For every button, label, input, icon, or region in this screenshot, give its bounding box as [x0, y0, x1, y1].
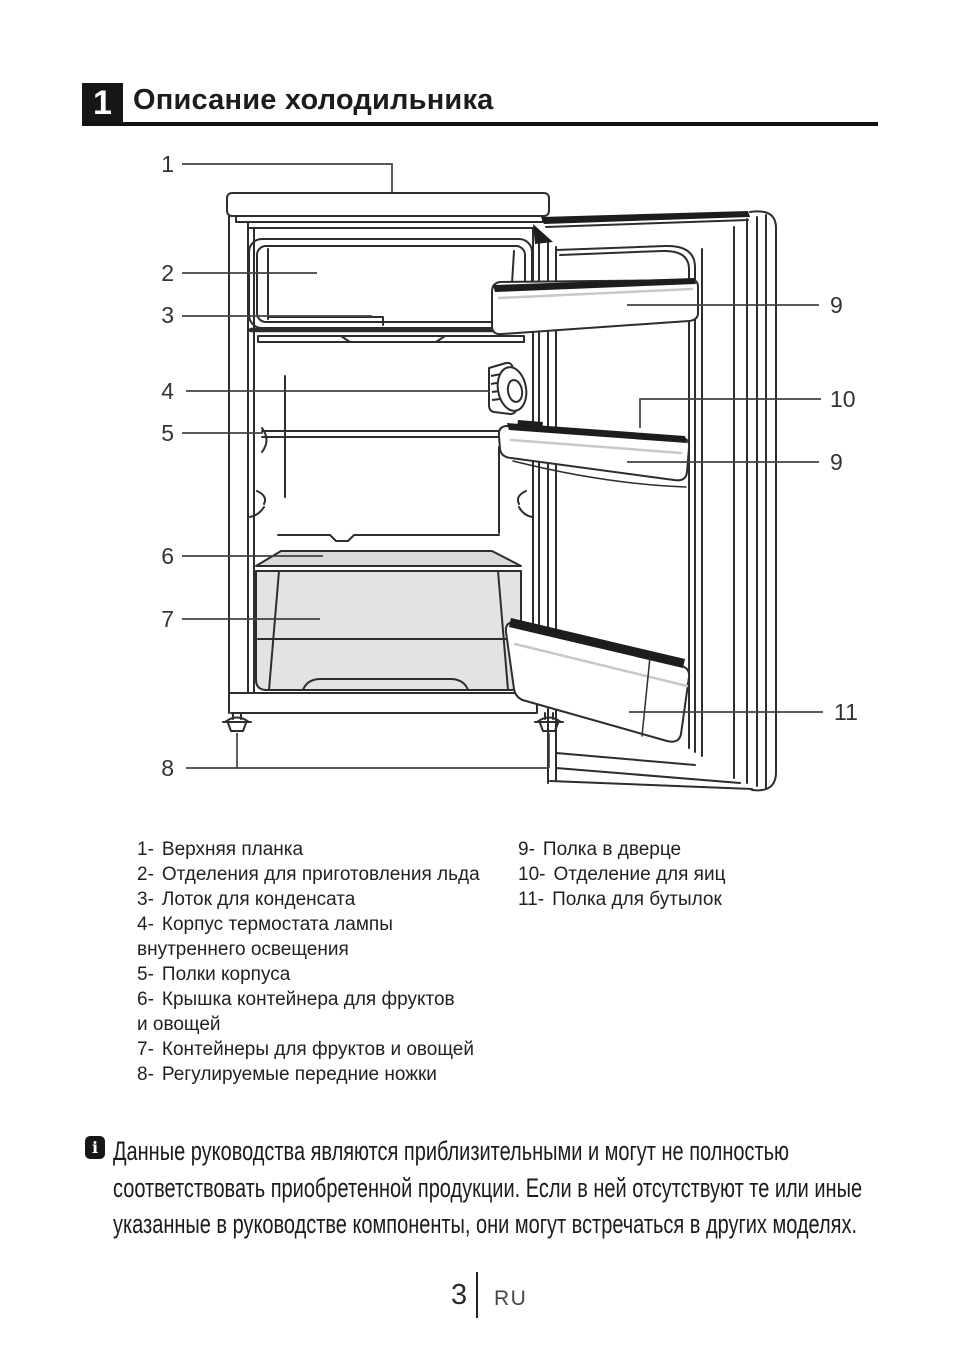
crisper-drawer: [256, 571, 521, 690]
page-title: Описание холодильника: [133, 84, 494, 116]
info-icon: i: [85, 1136, 105, 1159]
callout-label-9-top: 9: [830, 292, 843, 318]
callout-label-1: 1: [161, 151, 174, 177]
callout-label-5: 5: [161, 420, 174, 446]
legend-item: 1- Верхняя планка: [137, 839, 304, 860]
legend-item: 5- Полки корпуса: [137, 964, 291, 985]
note-line: Данные руководства являются приблизительными и могут не полностью: [113, 1136, 790, 1166]
legend-item: 8- Регулируемые передние ножки: [137, 1064, 437, 1085]
condensate-tray: [258, 336, 524, 342]
callout-label-3: 3: [161, 302, 174, 328]
title-rule: [82, 122, 878, 126]
front-foot-left: [223, 713, 251, 731]
fridge-diagram: [0, 140, 954, 820]
callout-label-9-mid: 9: [830, 449, 843, 475]
leader-line-8: [186, 733, 549, 768]
callout-label-11: 11: [834, 699, 858, 725]
callout-label-7: 7: [161, 606, 174, 632]
callout-label-2: 2: [161, 260, 174, 286]
top-plank: [227, 193, 549, 216]
callout-label-8: 8: [161, 755, 174, 781]
legend-item: 10- Отделение для яиц: [518, 864, 726, 885]
crisper-cover: [256, 551, 521, 566]
legend-item: 7- Контейнеры для фруктов и овощей: [137, 1039, 474, 1060]
legend-item: 11- Полка для бутылок: [518, 889, 722, 910]
legend-list-left: [137, 837, 480, 1087]
legend-item: 9- Полка в дверце: [518, 839, 682, 860]
thermostat: [489, 363, 530, 414]
info-note: [113, 1133, 862, 1243]
legend-item: 3- Лоток для конденсата: [137, 889, 356, 910]
bottle-shelf: [506, 618, 689, 742]
footer-divider: [476, 1272, 478, 1318]
legend-item: внутреннего освещения: [137, 939, 349, 960]
language-code: RU: [494, 1287, 528, 1310]
callout-label-10: 10: [830, 386, 856, 412]
legend-list-right: [518, 837, 725, 912]
section-number-box: [82, 83, 123, 122]
door-shelf-top: [492, 278, 698, 334]
legend-item: 6- Крышка контейнера для фруктов: [137, 989, 455, 1010]
body-shelf: [262, 431, 502, 437]
legend-item: 4- Корпус термостата лампы: [137, 914, 393, 935]
leader-line-10: [640, 399, 821, 428]
note-line: соответствовать приобретенной продукции. Если в ней отсутствуют те или иные: [113, 1172, 863, 1203]
callout-label-6: 6: [161, 543, 174, 569]
door-shelves: [492, 278, 698, 742]
legend-item: 2- Отделения для приготовления льда: [137, 864, 480, 885]
legend-item: и овощей: [137, 1014, 221, 1035]
note-line: указанные в руководстве компоненты, они могут встречаться в других моделях.: [113, 1209, 858, 1240]
page-number: 3: [451, 1279, 468, 1311]
leader-line-1: [182, 164, 392, 193]
section-number: 1: [93, 83, 112, 122]
callout-label-4: 4: [161, 378, 174, 404]
door-shelf-middle: [499, 420, 689, 487]
